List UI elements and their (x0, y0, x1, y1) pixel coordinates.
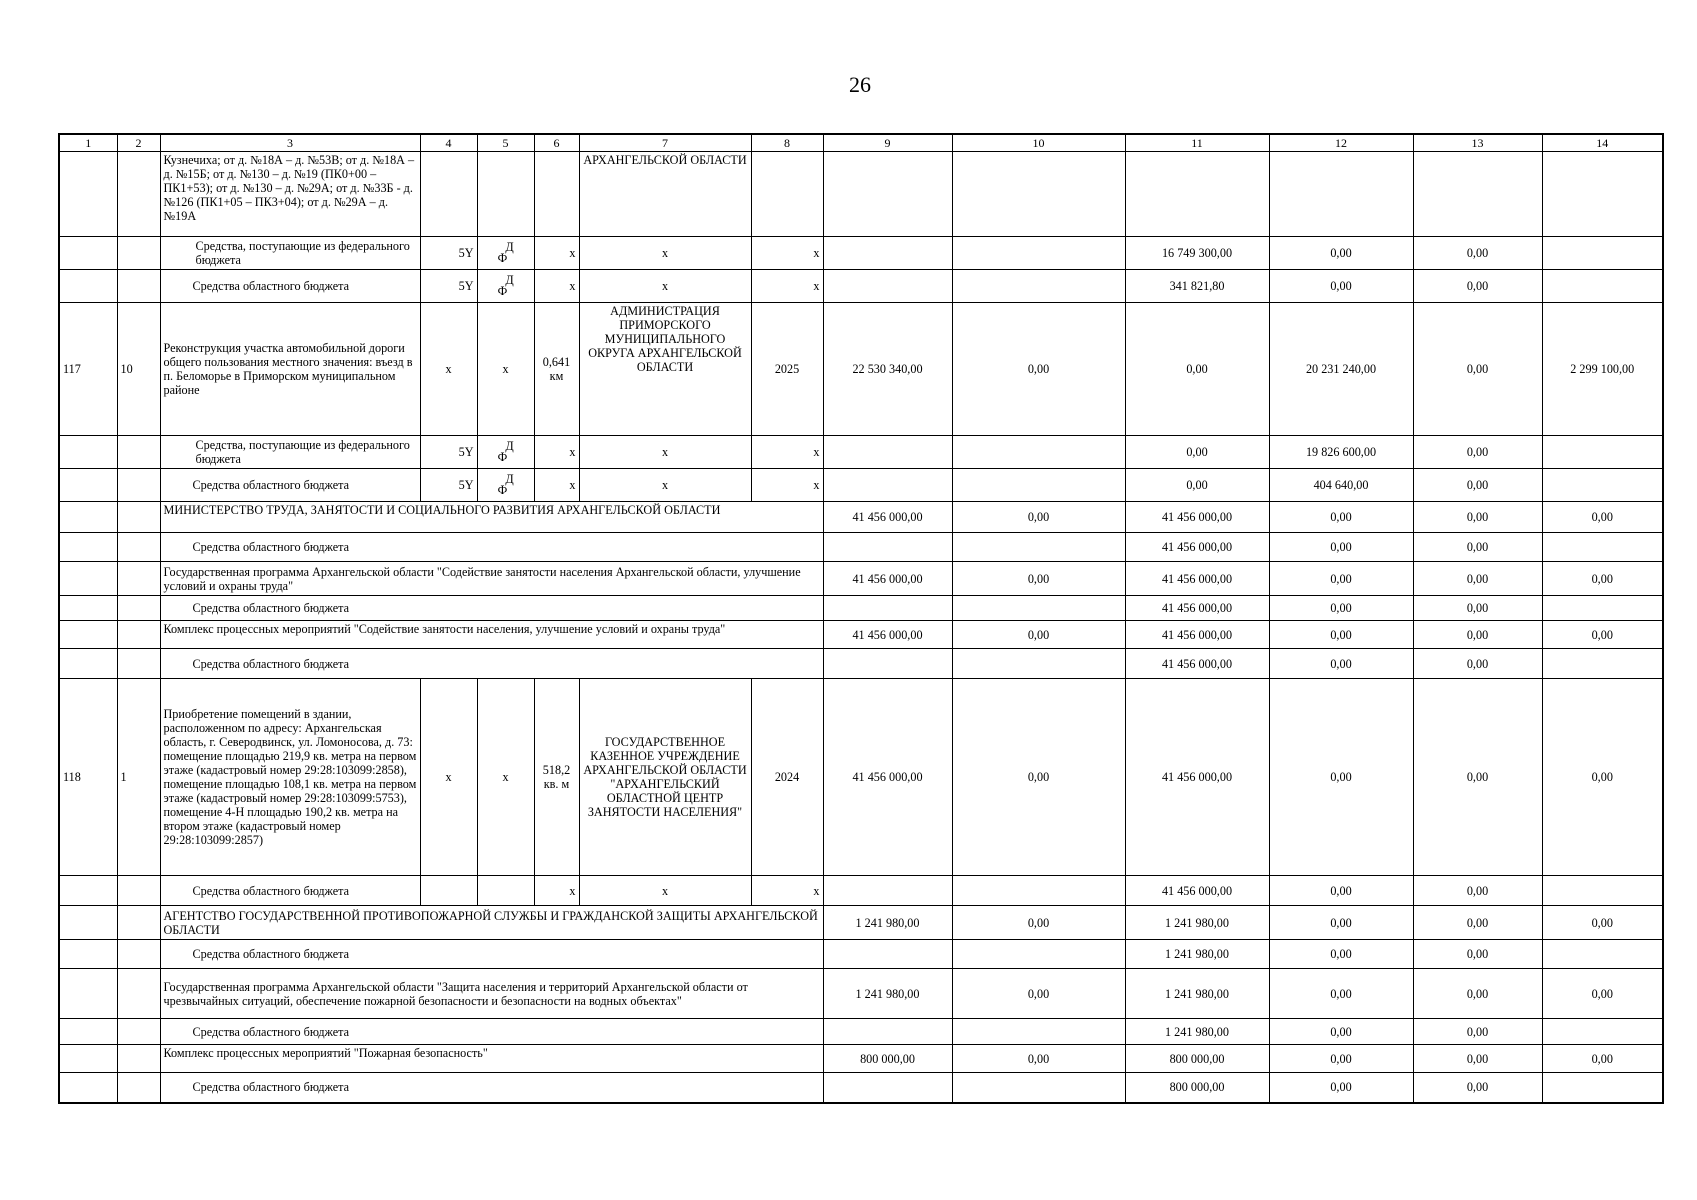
value-cell: 0,00 (1269, 969, 1413, 1019)
value-cell: 0,00 (952, 1045, 1125, 1073)
value-cell: 800 000,00 (1125, 1073, 1269, 1103)
mark-x: x (579, 876, 751, 906)
funding-source-label: Средства областного бюджета (160, 533, 823, 562)
value-cell: 0,00 (1542, 679, 1663, 876)
value-cell: 0,00 (1413, 596, 1542, 621)
funding-source-label: Средства областного бюджета (160, 270, 420, 303)
value-cell: 0,00 (1413, 1019, 1542, 1045)
mark-x: x (534, 876, 579, 906)
mark-x: x (751, 237, 823, 270)
funding-source-label: Средства областного бюджета (160, 469, 420, 502)
object-description: Реконструкция участка автомобильной дороги общего пользования местного значения: въезд в п. Беломорье в Приморском муниципальном районе (160, 303, 420, 436)
value-cell: 0,00 (1413, 1045, 1542, 1073)
col-header: 10 (952, 134, 1125, 152)
value-cell: 0,00 (1413, 469, 1542, 502)
value-cell: 0,00 (1413, 876, 1542, 906)
value-cell: 0,00 (1413, 436, 1542, 469)
funding-source-label: Средства, поступающие из федерального бюджета (160, 436, 420, 469)
code-5y: 5Y (420, 436, 477, 469)
funding-source-label: Средства областного бюджета (160, 1073, 823, 1103)
capacity: 518,2 кв. м (534, 679, 579, 876)
value-cell: 404 640,00 (1269, 469, 1413, 502)
funding-source-label: Средства, поступающие из федерального бюджета (160, 237, 420, 270)
value-cell: 22 530 340,00 (823, 303, 952, 436)
value-cell: 41 456 000,00 (1125, 596, 1269, 621)
value-cell: 41 456 000,00 (823, 502, 952, 533)
value-cell: 0,00 (1269, 940, 1413, 969)
table-row (59, 596, 1663, 621)
value-cell: 0,00 (1269, 621, 1413, 649)
section-title: АГЕНТСТВО ГОСУДАРСТВЕННОЙ ПРОТИВОПОЖАРНОЙ СЛУЖБЫ И ГРАЖДАНСКОЙ ЗАЩИТЫ АРХАНГЕЛЬСКОЙ ОБЛАСТИ (160, 906, 823, 940)
value-cell: 20 231 240,00 (1269, 303, 1413, 436)
value-cell: 0,00 (1269, 1019, 1413, 1045)
object-description: Приобретение помещений в здании, расположенном по адресу: Архангельская область, г. Северодвинск, ул. Ломоносова, д. 73: помещение площадью 219,9 кв. метра на первом этаже (кадастровый номер 29:28:103099:2858), помещение площадью 108,1 кв. метра на первом этаже (кадастровый номер 29:28:103099:5753), помещение 4-Н площадью 190,2 кв. метра на втором этаже (кадастровый номер 29:28:103099:2857) (160, 679, 420, 876)
funding-source-label: Средства областного бюджета (160, 1019, 823, 1045)
value-cell: 0,00 (1413, 502, 1542, 533)
value-cell: 0,00 (1269, 679, 1413, 876)
value-cell: 0,00 (1542, 562, 1663, 596)
customer-name: АРХАНГЕЛЬСКОЙ ОБЛАСТИ (579, 152, 751, 237)
complex-title: Комплекс процессных мероприятий "Содействие занятости населения, улучшение условий и охраны труда" (160, 621, 823, 649)
value-cell: 0,00 (952, 679, 1125, 876)
value-cell: 0,00 (1413, 969, 1542, 1019)
value-cell: 0,00 (1269, 270, 1413, 303)
col-header: 11 (1125, 134, 1269, 152)
budget-table (58, 133, 1664, 1104)
table-row (59, 649, 1663, 679)
value-cell: 0,00 (1269, 533, 1413, 562)
value-cell: 0,00 (1542, 1045, 1663, 1073)
value-cell: 1 241 980,00 (823, 969, 952, 1019)
row-number: 118 (59, 679, 117, 876)
value-cell: 0,00 (1413, 303, 1542, 436)
value-cell: 0,00 (1542, 906, 1663, 940)
code-df: Д Ф (477, 270, 534, 303)
code-df: Д Ф (477, 436, 534, 469)
value-cell: 0,00 (1125, 436, 1269, 469)
mark-x: x (420, 679, 477, 876)
value-cell: 0,00 (1269, 596, 1413, 621)
row-number: 117 (59, 303, 117, 436)
value-cell: 0,00 (1269, 1073, 1413, 1103)
mark-x: x (751, 469, 823, 502)
value-cell: 341 821,80 (1125, 270, 1269, 303)
year: 2025 (751, 303, 823, 436)
value-cell: 0,00 (952, 906, 1125, 940)
value-cell: 0,00 (1269, 562, 1413, 596)
funding-source-label: Средства областного бюджета (160, 649, 823, 679)
program-title: Государственная программа Архангельской области "Содействие занятости населения Архангельской области, улучшение условий и охраны труда" (160, 562, 823, 596)
customer-name: ГОСУДАРСТВЕННОЕ КАЗЕННОЕ УЧРЕЖДЕНИЕ АРХАНГЕЛЬСКОЙ ОБЛАСТИ "АРХАНГЕЛЬСКИЙ ОБЛАСТНОЙ ЦЕНТР ЗАНЯТОСТИ НАСЕЛЕНИЯ" (579, 679, 751, 876)
mark-x: x (534, 469, 579, 502)
col-header: 2 (117, 134, 160, 152)
mark-x: x (534, 436, 579, 469)
value-cell: 0,00 (1125, 303, 1269, 436)
value-cell: 16 749 300,00 (1125, 237, 1269, 270)
value-cell: 41 456 000,00 (823, 679, 952, 876)
value-cell: 0,00 (1269, 502, 1413, 533)
table-row (59, 152, 1663, 237)
mark-x: x (751, 270, 823, 303)
table-row (59, 969, 1663, 1019)
value-cell: 0,00 (1125, 469, 1269, 502)
value-cell: 0,00 (1542, 621, 1663, 649)
value-cell: 0,00 (1413, 679, 1542, 876)
value-cell: 0,00 (952, 562, 1125, 596)
sub-number: 10 (117, 303, 160, 436)
value-cell: 41 456 000,00 (1125, 502, 1269, 533)
table-row (59, 303, 1663, 436)
table-row (59, 1019, 1663, 1045)
complex-title: Комплекс процессных мероприятий "Пожарная безопасность" (160, 1045, 823, 1073)
value-cell: 41 456 000,00 (1125, 562, 1269, 596)
mark-x: x (477, 303, 534, 436)
mark-x: x (579, 237, 751, 270)
value-cell: 0,00 (1269, 876, 1413, 906)
table-row (59, 237, 1663, 270)
mark-x: x (534, 237, 579, 270)
value-cell: 0,00 (1413, 237, 1542, 270)
mark-x: x (579, 469, 751, 502)
value-cell: 800 000,00 (823, 1045, 952, 1073)
col-header: 12 (1269, 134, 1413, 152)
year: 2024 (751, 679, 823, 876)
value-cell: 0,00 (952, 502, 1125, 533)
table-row (59, 270, 1663, 303)
table-row (59, 679, 1663, 876)
col-header: 13 (1413, 134, 1542, 152)
object-description: Кузнечиха; от д. №18А – д. №53В; от д. №18А – д. №15Б; от д. №130 – д. №19 (ПК0+00 – ПК1+53); от д. №130 – д. №29А; от д. №33Б - д. №126 (ПК1+05 – ПК3+04); от д. №29А – д. №19А (160, 152, 420, 237)
table-row (59, 1045, 1663, 1073)
value-cell: 0,00 (1413, 1073, 1542, 1103)
col-header: 4 (420, 134, 477, 152)
funding-source-label: Средства областного бюджета (160, 940, 823, 969)
value-cell: 0,00 (1269, 906, 1413, 940)
table-row (59, 906, 1663, 940)
value-cell: 0,00 (1413, 562, 1542, 596)
mark-x: x (534, 270, 579, 303)
value-cell: 2 299 100,00 (1542, 303, 1663, 436)
value-cell: 41 456 000,00 (1125, 649, 1269, 679)
value-cell: 0,00 (1413, 649, 1542, 679)
value-cell: 0,00 (1413, 533, 1542, 562)
value-cell: 41 456 000,00 (1125, 533, 1269, 562)
code-5y: 5Y (420, 237, 477, 270)
value-cell: 41 456 000,00 (823, 621, 952, 649)
value-cell: 800 000,00 (1125, 1045, 1269, 1073)
value-cell: 1 241 980,00 (1125, 940, 1269, 969)
value-cell: 0,00 (1413, 940, 1542, 969)
value-cell: 0,00 (952, 303, 1125, 436)
code-df: Д Ф (477, 469, 534, 502)
capacity: 0,641 км (534, 303, 579, 436)
value-cell: 0,00 (1542, 502, 1663, 533)
table-row (59, 436, 1663, 469)
mark-x: x (751, 876, 823, 906)
mark-x: x (579, 270, 751, 303)
table-row (59, 1073, 1663, 1103)
col-header: 7 (579, 134, 751, 152)
value-cell: 0,00 (1413, 621, 1542, 649)
col-header: 9 (823, 134, 952, 152)
mark-x: x (420, 303, 477, 436)
table-row (59, 469, 1663, 502)
value-cell: 41 456 000,00 (823, 562, 952, 596)
value-cell: 0,00 (952, 969, 1125, 1019)
code-5y: 5Y (420, 469, 477, 502)
value-cell: 1 241 980,00 (1125, 969, 1269, 1019)
mark-x: x (751, 436, 823, 469)
value-cell: 19 826 600,00 (1269, 436, 1413, 469)
table-row (59, 940, 1663, 969)
column-number-row (59, 134, 1663, 152)
table-row (59, 502, 1663, 533)
value-cell: 0,00 (1269, 1045, 1413, 1073)
value-cell: 0,00 (1413, 906, 1542, 940)
value-cell: 0,00 (1269, 649, 1413, 679)
value-cell: 0,00 (1542, 969, 1663, 1019)
funding-source-label: Средства областного бюджета (160, 596, 823, 621)
program-title: Государственная программа Архангельской области "Защита населения и территорий Архангельской области от чрезвычайных ситуаций, обеспечение пожарной безопасности и безопасности на водных объектах" (160, 969, 823, 1019)
col-header: 3 (160, 134, 420, 152)
value-cell: 41 456 000,00 (1125, 621, 1269, 649)
value-cell: 1 241 980,00 (1125, 906, 1269, 940)
col-header: 5 (477, 134, 534, 152)
value-cell: 41 456 000,00 (1125, 679, 1269, 876)
section-title: МИНИСТЕРСТВО ТРУДА, ЗАНЯТОСТИ И СОЦИАЛЬНОГО РАЗВИТИЯ АРХАНГЕЛЬСКОЙ ОБЛАСТИ (160, 502, 823, 533)
col-header: 1 (59, 134, 117, 152)
sub-number: 1 (117, 679, 160, 876)
table-row (59, 533, 1663, 562)
value-cell: 0,00 (1269, 237, 1413, 270)
page-number: 26 (849, 72, 871, 97)
table-row (59, 562, 1663, 596)
value-cell: 1 241 980,00 (823, 906, 952, 940)
customer-name: АДМИНИСТРАЦИЯ ПРИМОРСКОГО МУНИЦИПАЛЬНОГО ОКРУГА АРХАНГЕЛЬСКОЙ ОБЛАСТИ (579, 303, 751, 436)
table-row (59, 621, 1663, 649)
value-cell: 0,00 (1413, 270, 1542, 303)
funding-source-label: Средства областного бюджета (160, 876, 420, 906)
value-cell: 1 241 980,00 (1125, 1019, 1269, 1045)
mark-x: x (579, 436, 751, 469)
value-cell: 0,00 (952, 621, 1125, 649)
code-df: Д Ф (477, 237, 534, 270)
value-cell: 41 456 000,00 (1125, 876, 1269, 906)
code-5y: 5Y (420, 270, 477, 303)
mark-x: x (477, 679, 534, 876)
col-header: 6 (534, 134, 579, 152)
table-row (59, 876, 1663, 906)
col-header: 14 (1542, 134, 1663, 152)
col-header: 8 (751, 134, 823, 152)
